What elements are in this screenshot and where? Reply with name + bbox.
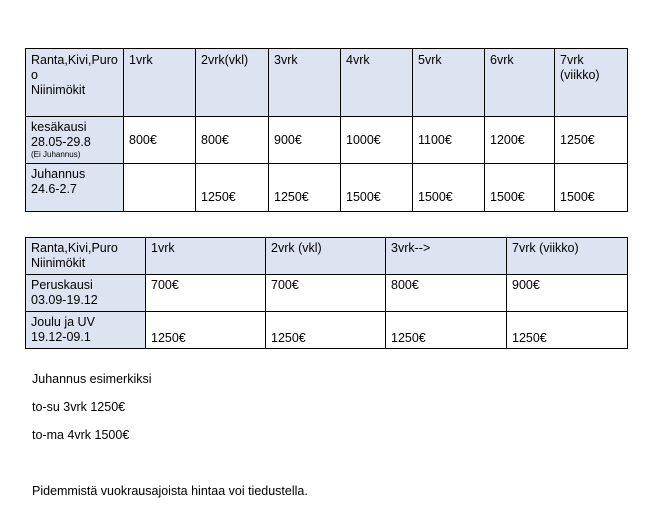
header-cell: 7vrk (viikko) — [507, 238, 628, 275]
header-cell-cottages — [26, 238, 146, 275]
row-label-base-season — [26, 275, 146, 312]
table-row — [26, 312, 628, 349]
header-cell: 5vrk — [413, 49, 485, 117]
price-cell: 1000€ — [341, 117, 413, 164]
header-cell: 2vrk(vkl) — [196, 49, 269, 117]
price-cell: 1500€ — [413, 164, 485, 212]
table-header-row — [26, 238, 628, 275]
price-cell: 800€ — [124, 117, 196, 164]
price-cell: 1250€ — [196, 164, 269, 212]
price-cell: 1100€ — [413, 117, 485, 164]
row-label-line2: 28.05-29.8 — [31, 135, 91, 149]
price-cell — [124, 164, 196, 212]
row-label-line2: 19.12-09.1 — [31, 330, 91, 344]
note-example-line2: to-ma 4vrk 1500€ — [32, 428, 130, 442]
header-cell: 3vrk--> — [386, 238, 507, 275]
header-cell: 2vrk (vkl) — [266, 238, 386, 275]
row-label-line1: Joulu ja UV — [31, 315, 95, 329]
row-label-christmas — [26, 312, 146, 349]
header-week-line2: (viikko) — [560, 68, 600, 82]
header-cell: 1vrk — [124, 49, 196, 117]
price-cell: 800€ — [386, 275, 507, 312]
row-label-summer — [26, 117, 124, 164]
note-example-heading: Juhannus esimerkiksi — [32, 372, 152, 386]
price-cell: 1250€ — [269, 164, 341, 212]
row-label-line1: Juhannus — [31, 167, 86, 181]
note-longer-rentals: Pidemmistä vuokrausajoista hintaa voi tiedustella. — [32, 484, 308, 498]
price-cell: 1250€ — [386, 312, 507, 349]
price-cell: 1250€ — [266, 312, 386, 349]
price-cell: 700€ — [146, 275, 266, 312]
row-label-line2: 03.09-19.12 — [31, 293, 98, 307]
price-cell: 1200€ — [485, 117, 555, 164]
price-cell: 1250€ — [555, 117, 628, 164]
price-cell: 700€ — [266, 275, 386, 312]
header-cell: 1vrk — [146, 238, 266, 275]
table-row — [26, 275, 628, 312]
header-cottages-line1: Ranta,Kivi,Puro — [31, 241, 118, 255]
header-cell: 3vrk — [269, 49, 341, 117]
row-label-line2: 24.6-2.7 — [31, 182, 77, 196]
price-cell: 1500€ — [341, 164, 413, 212]
price-table-summer — [25, 48, 628, 212]
header-cell: 4vrk — [341, 49, 413, 117]
price-cell: 900€ — [507, 275, 628, 312]
price-cell: 1500€ — [555, 164, 628, 212]
row-label-midsummer — [26, 164, 124, 212]
row-label-line1: kesäkausi — [31, 120, 87, 134]
header-cottages-line3: Niinimökit — [31, 83, 86, 97]
table-row — [26, 117, 628, 164]
header-cottages-line1: Ranta,Kivi,Puro — [31, 53, 118, 67]
header-cottages-line2: o — [31, 68, 38, 82]
price-cell: 1500€ — [485, 164, 555, 212]
header-cell-cottages — [26, 49, 124, 117]
price-table-off-season — [25, 237, 628, 349]
row-label-line1: Peruskausi — [31, 278, 93, 292]
header-week-line1: 7vrk — [560, 53, 584, 67]
header-cell-week — [555, 49, 628, 117]
row-label-note: (Ei Juhannus) — [31, 150, 81, 159]
header-cottages-line2: Niinimökit — [31, 256, 86, 270]
price-cell: 800€ — [196, 117, 269, 164]
table-row — [26, 164, 628, 212]
header-cell: 6vrk — [485, 49, 555, 117]
price-cell: 1250€ — [146, 312, 266, 349]
price-cell: 900€ — [269, 117, 341, 164]
table-header-row — [26, 49, 628, 117]
note-example-line1: to-su 3vrk 1250€ — [32, 400, 126, 414]
price-cell: 1250€ — [507, 312, 628, 349]
